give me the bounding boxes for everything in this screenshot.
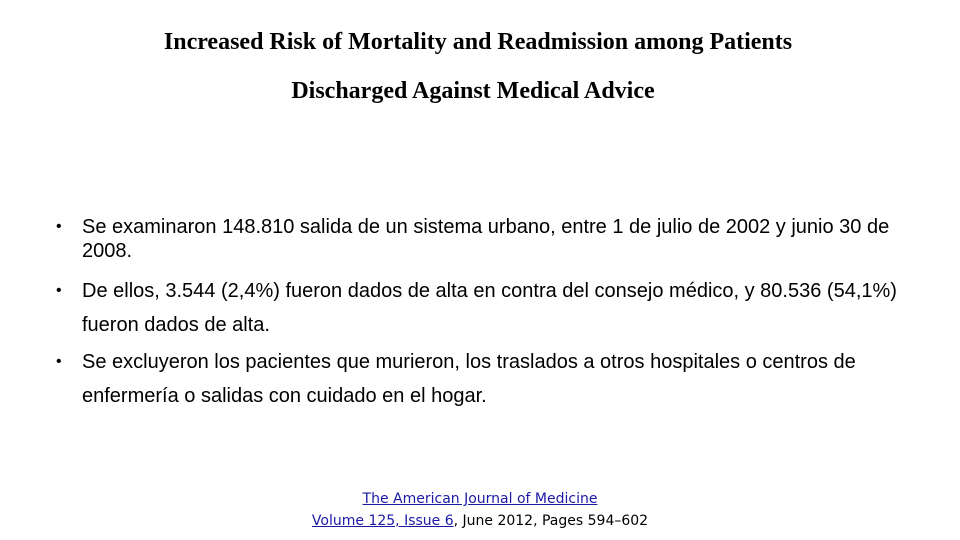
citation-details: , June 2012, Pages 594–602 <box>453 513 649 529</box>
bullet-text: Se examinaron 148.810 salida de un sistema urbano, entre 1 de julio de 2002 y junio 30 de 2008. <box>82 216 890 262</box>
volume-link[interactable]: Volume 125, Issue 6 <box>311 513 454 529</box>
citation-line-1 <box>0 488 960 510</box>
title-line-1: Increased Risk of Mortality and Readmission among Patients <box>163 29 793 55</box>
bullet-text: De ellos, 3.544 (2,4%) fueron dados de alta en contra del consejo médico, y 80.536 (54,1%) fueron dados de alta. <box>82 280 897 336</box>
bullet-text: Se excluyeron los pacientes que murieron, los traslados a otros hospitales o centros de enfermería o salidas con cuidado en el hogar. <box>82 351 856 407</box>
title-line-2: Discharged Against Medical Advice <box>291 78 655 104</box>
journal-link[interactable]: The American Journal of Medicine <box>362 491 598 507</box>
citation-line-2 <box>0 510 960 532</box>
bullet-marker: • <box>56 282 62 299</box>
citation <box>0 488 960 532</box>
bullet-marker: • <box>56 218 62 235</box>
bullet-marker: • <box>56 353 62 370</box>
